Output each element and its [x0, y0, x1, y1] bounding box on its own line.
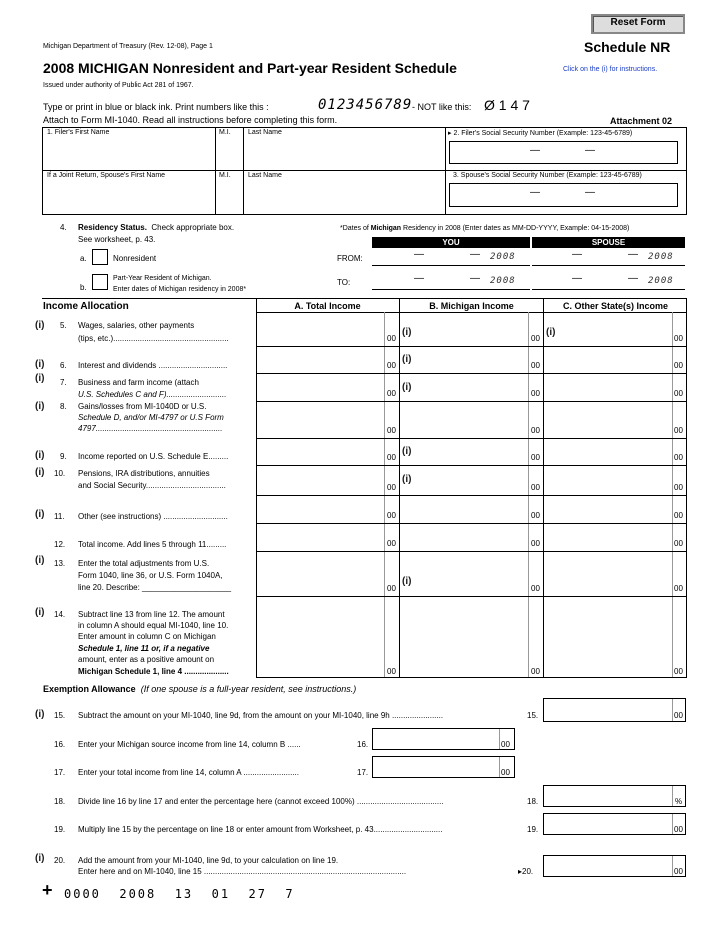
you-from-sep-2: —	[470, 249, 480, 260]
dates-note-post: Residency in 2008 (Enter dates as MM-DD-YYYY, Example: 04-15-2008)	[403, 225, 630, 232]
option-a-letter: a.	[80, 254, 87, 263]
part-year-checkbox[interactable]	[92, 274, 108, 290]
line-6-text-1: Interest and dividends ...............................	[78, 361, 228, 370]
spouse-ssn-input[interactable]	[449, 183, 678, 207]
line-7-info-icon[interactable]: (i)	[35, 373, 45, 384]
line-10-col-b-cents: 00	[531, 483, 540, 492]
line-11-info-icon[interactable]: (i)	[35, 509, 45, 520]
line-10-text-1: Pensions, IRA distributions, annuities	[78, 469, 210, 478]
line-11-col-b-cents: 00	[531, 511, 540, 520]
line-13-text-1: Enter the total adjustments from U.S.	[78, 559, 210, 568]
line-20-cents: 00	[674, 867, 683, 876]
arrow-right-icon: ▸	[448, 130, 452, 137]
line-20-text-1: Add the amount from your MI-1040, line 9d, to your calculation on line 19.	[78, 856, 339, 865]
line-19-number: 19.	[54, 825, 66, 834]
line-7-col-b-info-icon[interactable]: (i)	[402, 382, 412, 393]
spouse-header: SPOUSE	[532, 237, 685, 248]
line-17-input[interactable]	[372, 756, 515, 778]
filer-mi-label: M.I.	[219, 129, 231, 136]
line-18-text: Divide line 16 by line 17 and enter the percentage here (cannot exceed 100%) .......................................	[78, 797, 444, 806]
ssn-separator-1: —	[530, 145, 540, 156]
schedule-title: Schedule NR	[584, 39, 671, 55]
print-sample-bad: Ø 1 4 7	[484, 97, 530, 113]
line-10-col-c-cents: 00	[674, 483, 683, 492]
line-9-number: 9.	[60, 452, 67, 461]
spouse-ssn-separator-2: —	[585, 187, 595, 198]
ssn-separator-2: —	[585, 145, 595, 156]
line-15-info-icon[interactable]: (i)	[35, 709, 45, 720]
line-14-col-c-cents: 00	[674, 667, 683, 676]
line-11-col-a-cents: 00	[387, 511, 396, 520]
line-10-col-a-cents: 00	[387, 483, 396, 492]
filer-ssn-input[interactable]	[449, 141, 678, 164]
dept-line: Michigan Department of Treasury (Rev. 12-08), Page 1	[43, 43, 213, 50]
line-5-col-a-cents: 00	[387, 334, 396, 343]
line-5-text-1: Wages, salaries, other payments	[78, 321, 195, 330]
you-from-year: 2008	[490, 252, 516, 262]
nonresident-checkbox[interactable]	[92, 249, 108, 265]
col-c-header: C. Other State(s) Income	[562, 301, 669, 311]
line-8-col-a-cents: 00	[387, 426, 396, 435]
line-8-text-3: 4797.........................................................	[78, 424, 223, 433]
spouse-mi-label: M.I.	[219, 172, 231, 179]
instructions-link[interactable]: Click on the (i) for instructions.	[563, 66, 658, 73]
line-17-box-label: 17.	[357, 768, 369, 777]
dates-note-pre: *Dates of	[340, 225, 369, 232]
line-19-text: Multiply line 15 by the percentage on line 18 or enter amount from Worksheet, p. 43...............................	[78, 825, 443, 834]
you-to-sep-1: —	[414, 273, 424, 284]
attach-instructions: Attach to Form MI-1040. Read all instructions before completing this form.	[43, 115, 338, 125]
attachment-number: Attachment 02	[610, 116, 673, 126]
line-13-info-icon[interactable]: (i)	[35, 555, 45, 566]
line-6-col-b-info-icon[interactable]: (i)	[402, 354, 412, 365]
line-13-text-3: line 20. Describe: ____________________	[78, 583, 232, 592]
spouse-first-name-field[interactable]	[44, 183, 213, 213]
line-16-number: 16.	[54, 740, 66, 749]
line-8-number: 8.	[60, 402, 67, 411]
line-7-col-a-cents: 00	[387, 389, 396, 398]
spouse-ssn-label: 3. Spouse's Social Security Number (Example: 123-45-6789)	[453, 172, 642, 179]
line-16-input[interactable]	[372, 728, 515, 750]
line-11-text-1: Other (see instructions) .............................	[78, 512, 228, 521]
residency-worksheet: See worksheet, p. 43.	[78, 235, 156, 244]
line-9-col-a-cents: 00	[387, 453, 396, 462]
line-15-number: 15.	[54, 711, 66, 720]
spouse-last-name-label: Last Name	[248, 172, 282, 179]
line-16-box-label: 16.	[357, 740, 369, 749]
print-not-like: - NOT like this:	[412, 102, 472, 112]
residency-status-text: Check appropriate box.	[151, 223, 235, 232]
spouse-last-name-field[interactable]	[246, 183, 443, 213]
line-11-number: 11.	[54, 512, 65, 521]
from-label: FROM:	[337, 254, 363, 263]
line-20-box-label-text: 20.	[522, 867, 534, 876]
spouse-to-sep-1: —	[572, 273, 582, 284]
line-12-col-c-cents: 00	[674, 539, 683, 548]
line-8-text-2: Schedule D, and/or MI-4797 or U.S Form	[78, 413, 224, 422]
filer-last-name-field[interactable]	[246, 140, 443, 168]
line-14-col-a-cents: 00	[387, 667, 396, 676]
line-6-col-b-cents: 00	[531, 361, 540, 370]
line-13-text-2: Form 1040, line 36, or U.S. Form 1040A,	[78, 571, 223, 580]
line-8-col-c-cents: 00	[674, 426, 683, 435]
line-15-cents: 00	[674, 711, 683, 720]
line-8-col-b-cents: 00	[531, 426, 540, 435]
line-7-text-2: U.S. Schedules C and F)...........................	[78, 390, 227, 399]
income-allocation-title: Income Allocation	[43, 301, 129, 312]
line-20-text-2: Enter here and on MI-1040, line 15 ...........................................................................................	[78, 867, 407, 876]
arrow-right-icon: ▸	[518, 867, 523, 876]
part-year-label: Part-Year Resident of Michigan.	[113, 275, 212, 282]
option-b-letter: b.	[80, 283, 87, 292]
line-10-text-2: and Social Security....................................	[78, 481, 226, 490]
you-header: YOU	[372, 237, 530, 248]
col-b-header: B. Michigan Income	[429, 301, 514, 311]
line-16-text: Enter your Michigan source income from line 14, column B ......	[78, 740, 301, 749]
exemption-subtitle: (If one spouse is a full-year resident, see instructions.)	[140, 684, 357, 694]
line-5-col-b-info-icon[interactable]: (i)	[402, 327, 412, 338]
line-11-col-c-cents: 00	[674, 511, 683, 520]
line-5-info-icon[interactable]: (i)	[35, 320, 45, 331]
part-year-sublabel: Enter dates of Michigan residency in 2008*	[113, 286, 247, 293]
spouse-from-date-input[interactable]	[532, 248, 685, 265]
line-18-box-label: 18.	[527, 797, 539, 806]
line-7-number: 7.	[60, 378, 67, 387]
line-18-number: 18.	[54, 797, 66, 806]
line-19-input[interactable]	[543, 813, 686, 835]
line-6-number: 6.	[60, 361, 67, 370]
spouse-to-year: 2008	[648, 276, 674, 286]
residency-dates-note	[340, 225, 629, 232]
line-18-input[interactable]	[543, 785, 686, 807]
line-10-col-b-info-icon[interactable]: (i)	[402, 474, 412, 485]
line-14-number: 14.	[54, 610, 66, 619]
line-18-percent: %	[675, 797, 683, 806]
to-label: TO:	[337, 278, 351, 287]
spouse-first-name-label: If a Joint Return, Spouse's First Name	[47, 172, 166, 179]
spouse-from-year: 2008	[648, 252, 674, 262]
line-9-col-b-info-icon[interactable]: (i)	[402, 446, 412, 457]
line-5-col-c-info-icon[interactable]: (i)	[546, 327, 556, 338]
line-6-info-icon[interactable]: (i)	[35, 359, 45, 370]
line-12-col-a-cents: 00	[387, 539, 396, 548]
line-8-text-1: Gains/losses from MI-1040D or U.S.	[78, 402, 207, 411]
you-from-date-input[interactable]	[372, 248, 530, 265]
line-15-text: Subtract the amount on your MI-1040, line 9d, from the amount on your MI-1040, line 9h .......................	[78, 711, 444, 720]
line-5-col-b-cents: 00	[531, 334, 540, 343]
line-7-col-c-cents: 00	[674, 389, 683, 398]
residency-status	[78, 223, 234, 232]
line-5-col-c-input[interactable]	[545, 314, 671, 345]
line-5-col-a-input[interactable]	[258, 314, 383, 345]
line-4-number: 4.	[60, 223, 67, 232]
line-14-text-5: amount, enter as a positive amount on	[78, 655, 215, 664]
spouse-from-sep-1: —	[572, 249, 582, 260]
residency-status-title: Residency Status.	[78, 223, 147, 232]
line-12-col-b-cents: 00	[531, 539, 540, 548]
print-sample-good: 0123456789	[318, 97, 413, 113]
line-13-number: 13.	[54, 559, 66, 568]
authority-line: Issued under authority of Public Act 281 of 1967.	[43, 82, 194, 89]
filer-last-name-label: Last Name	[248, 129, 282, 136]
dates-note-bold: Michigan	[370, 225, 402, 232]
line-9-text-1: Income reported on U.S. Schedule E.........	[78, 452, 229, 461]
line-13-col-a-cents: 00	[387, 584, 396, 593]
plus-mark: +	[42, 880, 53, 900]
line-12-text-1: Total income. Add lines 5 through 11.........	[78, 540, 227, 549]
col-a-header: A. Total Income	[294, 301, 361, 311]
print-instructions: Type or print in blue or black ink. Print numbers like this :	[43, 102, 269, 112]
line-8-info-icon[interactable]: (i)	[35, 401, 45, 412]
line-15-box-label: 15.	[527, 711, 539, 720]
line-6-col-c-cents: 00	[674, 361, 683, 370]
nonresident-label: Nonresident	[113, 254, 157, 263]
you-from-sep-1: —	[414, 249, 424, 260]
line-14-text-3: Enter amount in column C on Michigan	[78, 632, 216, 641]
line-9-info-icon[interactable]: (i)	[35, 450, 45, 461]
filer-first-name-field[interactable]	[44, 140, 213, 168]
line-9-col-b-cents: 00	[531, 453, 540, 462]
exemption-title: Exemption Allowance	[43, 684, 136, 694]
form-barcode-number: 0000 2008 13 01 27 7	[64, 887, 295, 901]
line-7-text-1: Business and farm income (attach	[78, 378, 199, 387]
line-12-number: 12.	[54, 540, 66, 549]
line-20-input[interactable]	[543, 855, 686, 877]
line-13-col-b-cents: 00	[531, 584, 540, 593]
form-title: 2008 MICHIGAN Nonresident and Part-year Resident Schedule	[43, 60, 457, 76]
exemption-header	[43, 684, 356, 694]
spouse-to-sep-2: —	[628, 273, 638, 284]
line-20-info-icon[interactable]: (i)	[35, 853, 45, 864]
line-10-info-icon[interactable]: (i)	[35, 467, 45, 478]
line-20-box-label	[518, 867, 533, 876]
filer-mi-field[interactable]	[217, 140, 241, 168]
filer-ssn-label-text: 2. Filer's Social Security Number (Example: 123-45-6789)	[453, 130, 633, 137]
line-14-text-1: Subtract line 13 from line 12. The amount	[78, 610, 225, 619]
line-9-col-c-cents: 00	[674, 453, 683, 462]
you-to-date-input[interactable]	[372, 272, 530, 289]
spouse-ssn-separator-1: —	[530, 187, 540, 198]
reset-form-label: Reset Form	[610, 17, 666, 28]
line-17-text: Enter your total income from line 14, column A .........................	[78, 768, 299, 777]
spouse-to-date-input[interactable]	[532, 272, 685, 289]
line-14-text-2: in column A should equal MI-1040, line 10.	[78, 621, 229, 630]
line-17-number: 17.	[54, 768, 66, 777]
spouse-from-sep-2: —	[628, 249, 638, 260]
spouse-mi-field[interactable]	[217, 183, 241, 213]
line-5-text-2: (tips, etc.)....................................................	[78, 334, 229, 343]
line-14-info-icon[interactable]: (i)	[35, 607, 45, 618]
line-20-number: 20.	[54, 856, 66, 865]
line-10-number: 10.	[54, 469, 66, 478]
line-5-col-b-input[interactable]	[401, 314, 527, 345]
you-to-year: 2008	[490, 276, 516, 286]
line-13-col-b-info-icon[interactable]: (i)	[402, 576, 412, 587]
you-to-sep-2: —	[470, 273, 480, 284]
line-19-box-label: 19.	[527, 825, 539, 834]
line-13-col-c-cents: 00	[674, 584, 683, 593]
filer-ssn-label	[448, 129, 632, 137]
line-14-text-4: Schedule 1, line 11 or, if a negative	[78, 644, 210, 653]
line-17-cents: 00	[501, 768, 510, 777]
filer-first-name-label: 1. Filer's First Name	[47, 129, 110, 136]
line-5-col-c-cents: 00	[674, 334, 683, 343]
line-19-cents: 00	[674, 825, 683, 834]
line-16-cents: 00	[501, 740, 510, 749]
line-5-number: 5.	[60, 321, 67, 330]
line-14-col-b-cents: 00	[531, 667, 540, 676]
line-6-col-a-cents: 00	[387, 361, 396, 370]
line-7-col-b-cents: 00	[531, 389, 540, 398]
line-14-text-6: Michigan Schedule 1, line 4 ....................	[78, 667, 229, 676]
line-15-input[interactable]	[543, 698, 686, 722]
